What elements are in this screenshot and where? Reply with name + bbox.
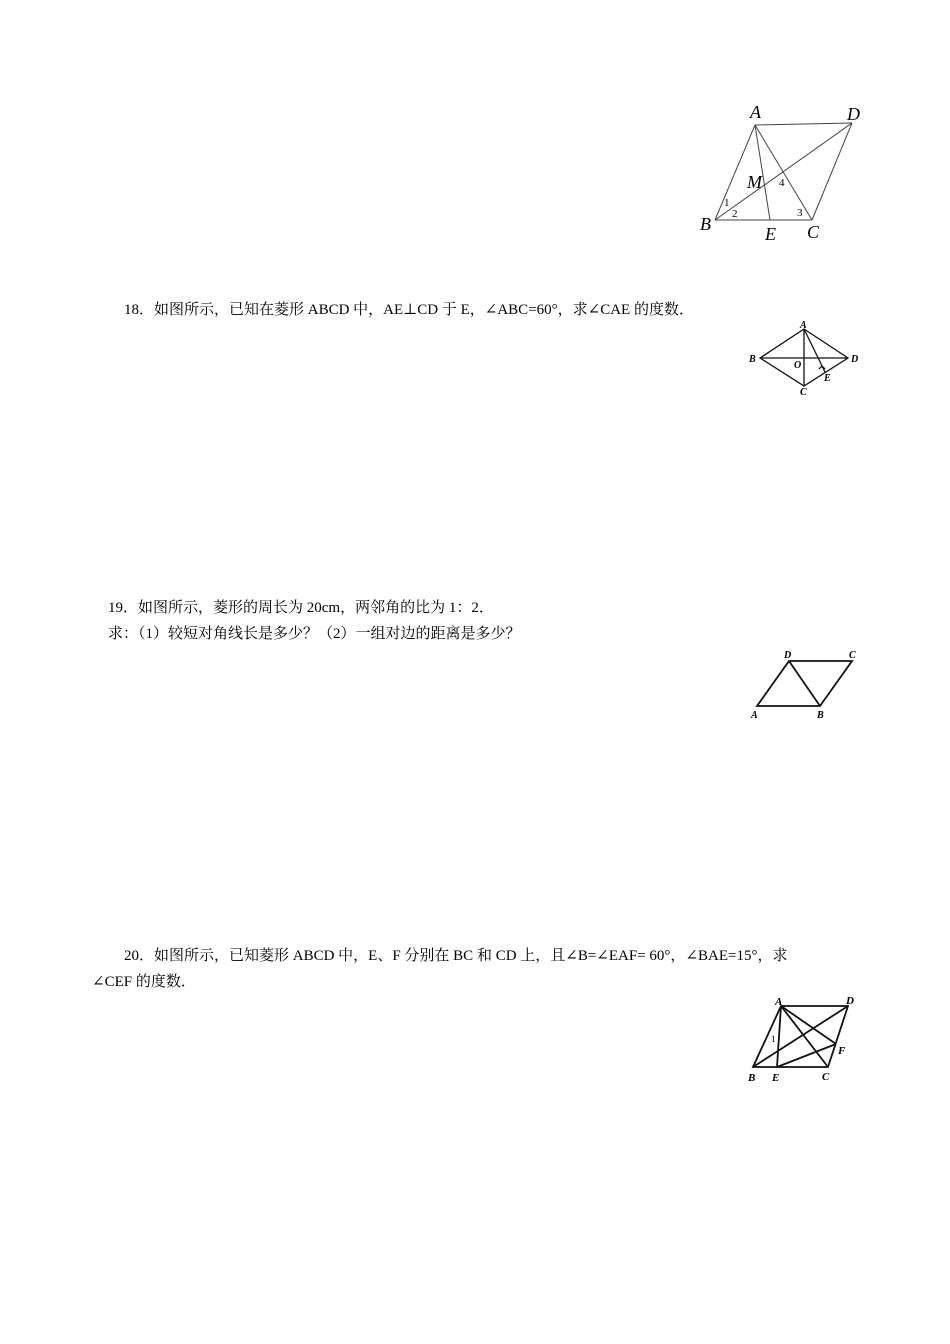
label-D: D <box>846 995 854 1007</box>
label-B: B <box>700 214 711 234</box>
label-D: D <box>784 650 792 661</box>
label-F: F <box>838 1045 846 1057</box>
label-E: E <box>772 1072 780 1084</box>
label-D: D <box>847 104 860 124</box>
label-B: B <box>749 354 756 365</box>
question-20-line2: ∠CEF 的度数． <box>92 974 196 990</box>
figure-18-rhombus <box>745 322 870 397</box>
figure-19-rhombus <box>745 648 870 723</box>
question-19-line1: 19．如图所示，菱形的周长为 20cm，两邻角的比为 1：2． <box>108 600 494 616</box>
angle-3: 3 <box>797 207 803 219</box>
angle-4: 4 <box>779 177 785 189</box>
label-A: A <box>775 996 783 1008</box>
label-E: E <box>824 373 831 384</box>
label-O: O <box>794 360 802 371</box>
label-M: M <box>747 172 762 192</box>
label-D: D <box>851 354 859 365</box>
question-18-text: 18．如图所示，已知在菱形 ABCD 中，AE⊥CD 于 E，∠ABC=60°，求∠CAE 的度数． <box>124 302 694 318</box>
label-B: B <box>748 1072 756 1084</box>
label-C: C <box>800 387 807 398</box>
angle-1: 1 <box>771 1034 776 1044</box>
label-A: A <box>800 320 807 331</box>
label-A: A <box>751 710 758 721</box>
label-B: B <box>817 710 824 721</box>
question-19-line2: 求：（1）较短对角线长是多少？（2）一组对边的距离是多少？ <box>108 626 521 642</box>
label-A: A <box>750 102 761 122</box>
label-E: E <box>765 224 776 244</box>
angle-1: 1 <box>724 197 730 209</box>
angle-2: 2 <box>732 208 738 220</box>
label-C: C <box>822 1071 830 1083</box>
figure-17-rhombus <box>690 98 870 248</box>
label-C: C <box>807 222 820 242</box>
label-C: C <box>849 650 856 661</box>
question-20-line1: 20．如图所示，已知菱形 ABCD 中，E、F 分别在 BC 和 CD 上，且∠B=∠EAF= 60°，∠BAE=15°，求 <box>124 948 788 964</box>
figure-20-rhombus <box>740 992 870 1087</box>
